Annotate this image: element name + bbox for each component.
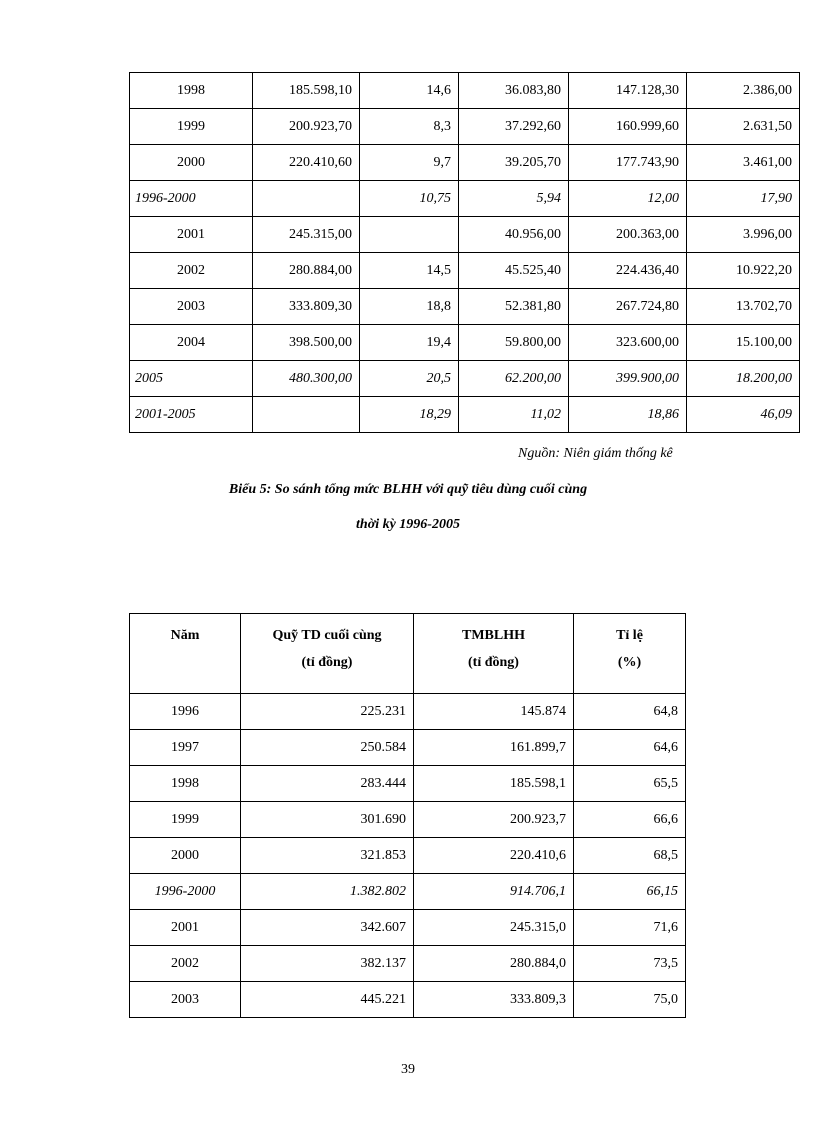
year-cell: 1996-2000 <box>130 181 253 217</box>
year-cell: 2001 <box>130 910 241 946</box>
table-row <box>130 730 686 766</box>
value-cell: 245.315,00 <box>253 217 360 253</box>
table-header-row <box>130 614 686 694</box>
value-cell: 62.200,00 <box>459 361 569 397</box>
value-cell: 147.128,30 <box>569 73 687 109</box>
tmblhh-cell: 200.923,7 <box>414 802 574 838</box>
value-cell: 185.598,10 <box>253 73 360 109</box>
ratio-cell: 66,6 <box>574 802 686 838</box>
tmblhh-cell: 914.706,1 <box>414 874 574 910</box>
header-year: Năm <box>130 614 241 694</box>
ratio-cell: 75,0 <box>574 982 686 1018</box>
fund-cell: 1.382.802 <box>241 874 414 910</box>
value-cell: 12,00 <box>569 181 687 217</box>
comparison-table <box>129 613 686 1018</box>
tmblhh-cell: 161.899,7 <box>414 730 574 766</box>
year-cell: 2003 <box>130 289 253 325</box>
value-cell: 14,6 <box>360 73 459 109</box>
value-cell: 333.809,30 <box>253 289 360 325</box>
value-cell: 224.436,40 <box>569 253 687 289</box>
year-cell: 1997 <box>130 730 241 766</box>
tmblhh-cell: 220.410,6 <box>414 838 574 874</box>
value-cell: 267.724,80 <box>569 289 687 325</box>
table-row <box>130 325 800 361</box>
value-cell: 9,7 <box>360 145 459 181</box>
tmblhh-cell: 185.598,1 <box>414 766 574 802</box>
fund-cell: 283.444 <box>241 766 414 802</box>
ratio-cell: 71,6 <box>574 910 686 946</box>
year-cell: 1999 <box>130 802 241 838</box>
year-cell: 2000 <box>130 838 241 874</box>
value-cell: 5,94 <box>459 181 569 217</box>
chart-caption-line1: Biểu 5: So sánh tổng mức BLHH với quỹ tiêu dùng cuối cùng <box>228 482 588 497</box>
value-cell: 323.600,00 <box>569 325 687 361</box>
value-cell: 8,3 <box>360 109 459 145</box>
header-final-consumption-fund: Quỹ TD cuối cùng (tỉ đồng) <box>241 614 414 694</box>
fund-cell: 321.853 <box>241 838 414 874</box>
value-cell: 3.996,00 <box>687 217 800 253</box>
value-cell: 280.884,00 <box>253 253 360 289</box>
value-cell: 18,29 <box>360 397 459 433</box>
table-row <box>130 289 800 325</box>
value-cell: 52.381,80 <box>459 289 569 325</box>
value-cell: 46,09 <box>687 397 800 433</box>
tmblhh-cell: 145.874 <box>414 694 574 730</box>
year-cell: 1999 <box>130 109 253 145</box>
value-cell: 10,75 <box>360 181 459 217</box>
value-cell: 36.083,80 <box>459 73 569 109</box>
table-row <box>130 694 686 730</box>
value-cell: 480.300,00 <box>253 361 360 397</box>
fund-cell: 250.584 <box>241 730 414 766</box>
table-row <box>130 181 800 217</box>
table-row <box>130 217 800 253</box>
value-cell: 59.800,00 <box>459 325 569 361</box>
tmblhh-cell: 245.315,0 <box>414 910 574 946</box>
year-cell: 1996-2000 <box>130 874 241 910</box>
value-cell: 14,5 <box>360 253 459 289</box>
value-cell <box>253 181 360 217</box>
value-cell <box>253 397 360 433</box>
value-cell: 398.500,00 <box>253 325 360 361</box>
value-cell: 39.205,70 <box>459 145 569 181</box>
year-cell: 2002 <box>130 253 253 289</box>
value-cell: 20,5 <box>360 361 459 397</box>
year-cell: 1998 <box>130 766 241 802</box>
fund-cell: 342.607 <box>241 910 414 946</box>
value-cell: 15.100,00 <box>687 325 800 361</box>
value-cell: 18,86 <box>569 397 687 433</box>
header-tmblhh: TMBLHH (tỉ đồng) <box>414 614 574 694</box>
table-row <box>130 946 686 982</box>
value-cell: 220.410,60 <box>253 145 360 181</box>
value-cell: 19,4 <box>360 325 459 361</box>
table-row <box>130 109 800 145</box>
ratio-cell: 65,5 <box>574 766 686 802</box>
year-cell: 2003 <box>130 982 241 1018</box>
value-cell: 13.702,70 <box>687 289 800 325</box>
value-cell: 177.743,90 <box>569 145 687 181</box>
fund-cell: 382.137 <box>241 946 414 982</box>
value-cell: 200.363,00 <box>569 217 687 253</box>
value-cell: 40.956,00 <box>459 217 569 253</box>
ratio-cell: 68,5 <box>574 838 686 874</box>
year-cell: 2001 <box>130 217 253 253</box>
tmblhh-cell: 280.884,0 <box>414 946 574 982</box>
statistics-table-continued <box>129 72 800 433</box>
year-cell: 2001-2005 <box>130 397 253 433</box>
table-row <box>130 874 686 910</box>
value-cell: 18.200,00 <box>687 361 800 397</box>
tmblhh-cell: 333.809,3 <box>414 982 574 1018</box>
value-cell: 10.922,20 <box>687 253 800 289</box>
table-row <box>130 145 800 181</box>
value-cell: 45.525,40 <box>459 253 569 289</box>
header-ratio: Tỉ lệ (%) <box>574 614 686 694</box>
value-cell <box>360 217 459 253</box>
ratio-cell: 64,8 <box>574 694 686 730</box>
table-row <box>130 802 686 838</box>
value-cell: 11,02 <box>459 397 569 433</box>
table-row <box>130 982 686 1018</box>
fund-cell: 445.221 <box>241 982 414 1018</box>
year-cell: 1998 <box>130 73 253 109</box>
table-row <box>130 910 686 946</box>
table-row <box>130 397 800 433</box>
year-cell: 2004 <box>130 325 253 361</box>
value-cell: 17,90 <box>687 181 800 217</box>
year-cell: 2000 <box>130 145 253 181</box>
page-number: 39 <box>401 1062 415 1077</box>
value-cell: 2.386,00 <box>687 73 800 109</box>
year-cell: 2002 <box>130 946 241 982</box>
value-cell: 160.999,60 <box>569 109 687 145</box>
ratio-cell: 64,6 <box>574 730 686 766</box>
table-row <box>130 73 800 109</box>
chart-caption-line2: thời kỳ 1996-2005 <box>356 517 460 532</box>
value-cell: 37.292,60 <box>459 109 569 145</box>
ratio-cell: 66,15 <box>574 874 686 910</box>
ratio-cell: 73,5 <box>574 946 686 982</box>
value-cell: 3.461,00 <box>687 145 800 181</box>
value-cell: 200.923,70 <box>253 109 360 145</box>
value-cell: 18,8 <box>360 289 459 325</box>
source-note: Nguồn: Niên giám thống kê <box>518 446 673 461</box>
table-row <box>130 253 800 289</box>
fund-cell: 225.231 <box>241 694 414 730</box>
year-cell: 2005 <box>130 361 253 397</box>
table-row <box>130 766 686 802</box>
year-cell: 1996 <box>130 694 241 730</box>
value-cell: 399.900,00 <box>569 361 687 397</box>
table-row <box>130 361 800 397</box>
value-cell: 2.631,50 <box>687 109 800 145</box>
table-row <box>130 838 686 874</box>
fund-cell: 301.690 <box>241 802 414 838</box>
